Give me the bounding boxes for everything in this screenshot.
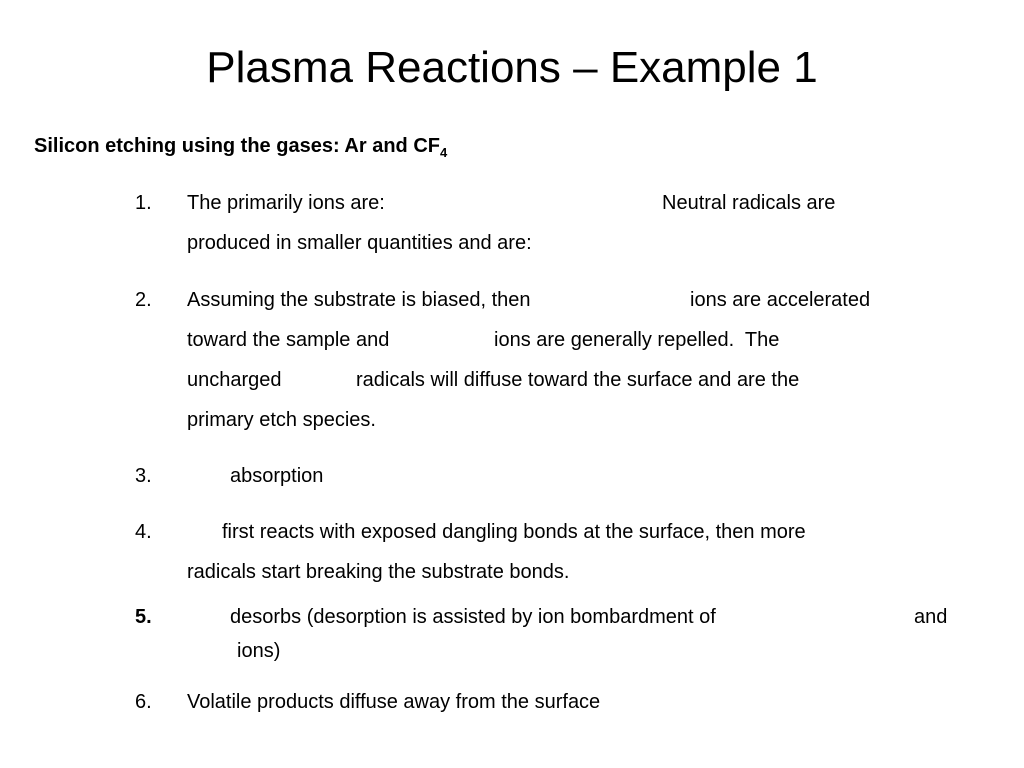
list-item-text: ions): [237, 640, 281, 662]
list-item-text: Neutral radicals are: [662, 192, 836, 214]
subtitle-text: Silicon etching using the gases: Ar and CF: [34, 135, 440, 157]
list-item-text: desorbs (desorption is assisted by ion bombardment of: [230, 606, 716, 628]
list-item-text: radicals start breaking the substrate bonds.: [187, 561, 570, 583]
slide-subtitle: [34, 132, 447, 160]
list-item-text: ions are accelerated: [690, 289, 871, 311]
list-item-text: produced in smaller quantities and are:: [187, 232, 532, 254]
slide-title: Plasma Reactions – Example 1: [206, 43, 818, 92]
list-item-number: 6.: [135, 691, 152, 713]
list-item-text: toward the sample and: [187, 329, 390, 351]
list-item-number: 1.: [135, 192, 152, 214]
list-item-text: radicals will diffuse toward the surface and are the: [356, 369, 800, 391]
list-item-text: Assuming the substrate is biased, then: [187, 289, 531, 311]
list-item-number: 4.: [135, 521, 152, 543]
list-item-number: 5.: [135, 606, 152, 628]
list-item-text: absorption: [230, 465, 324, 487]
list-item-text: ions are generally repelled. The: [494, 329, 780, 351]
list-item-text: uncharged: [187, 369, 282, 391]
list-item-text: and: [914, 606, 948, 628]
list-item-number: 2.: [135, 289, 152, 311]
list-item-text: first reacts with exposed dangling bonds at the surface, then more: [222, 521, 806, 543]
list-item-number: 3.: [135, 465, 152, 487]
list-item-text: Volatile products diffuse away from the surface: [187, 691, 601, 713]
list-item-text: primary etch species.: [187, 409, 376, 431]
list-item-text: The primarily ions are:: [187, 192, 385, 214]
subtitle-subscript: 4: [439, 145, 448, 160]
